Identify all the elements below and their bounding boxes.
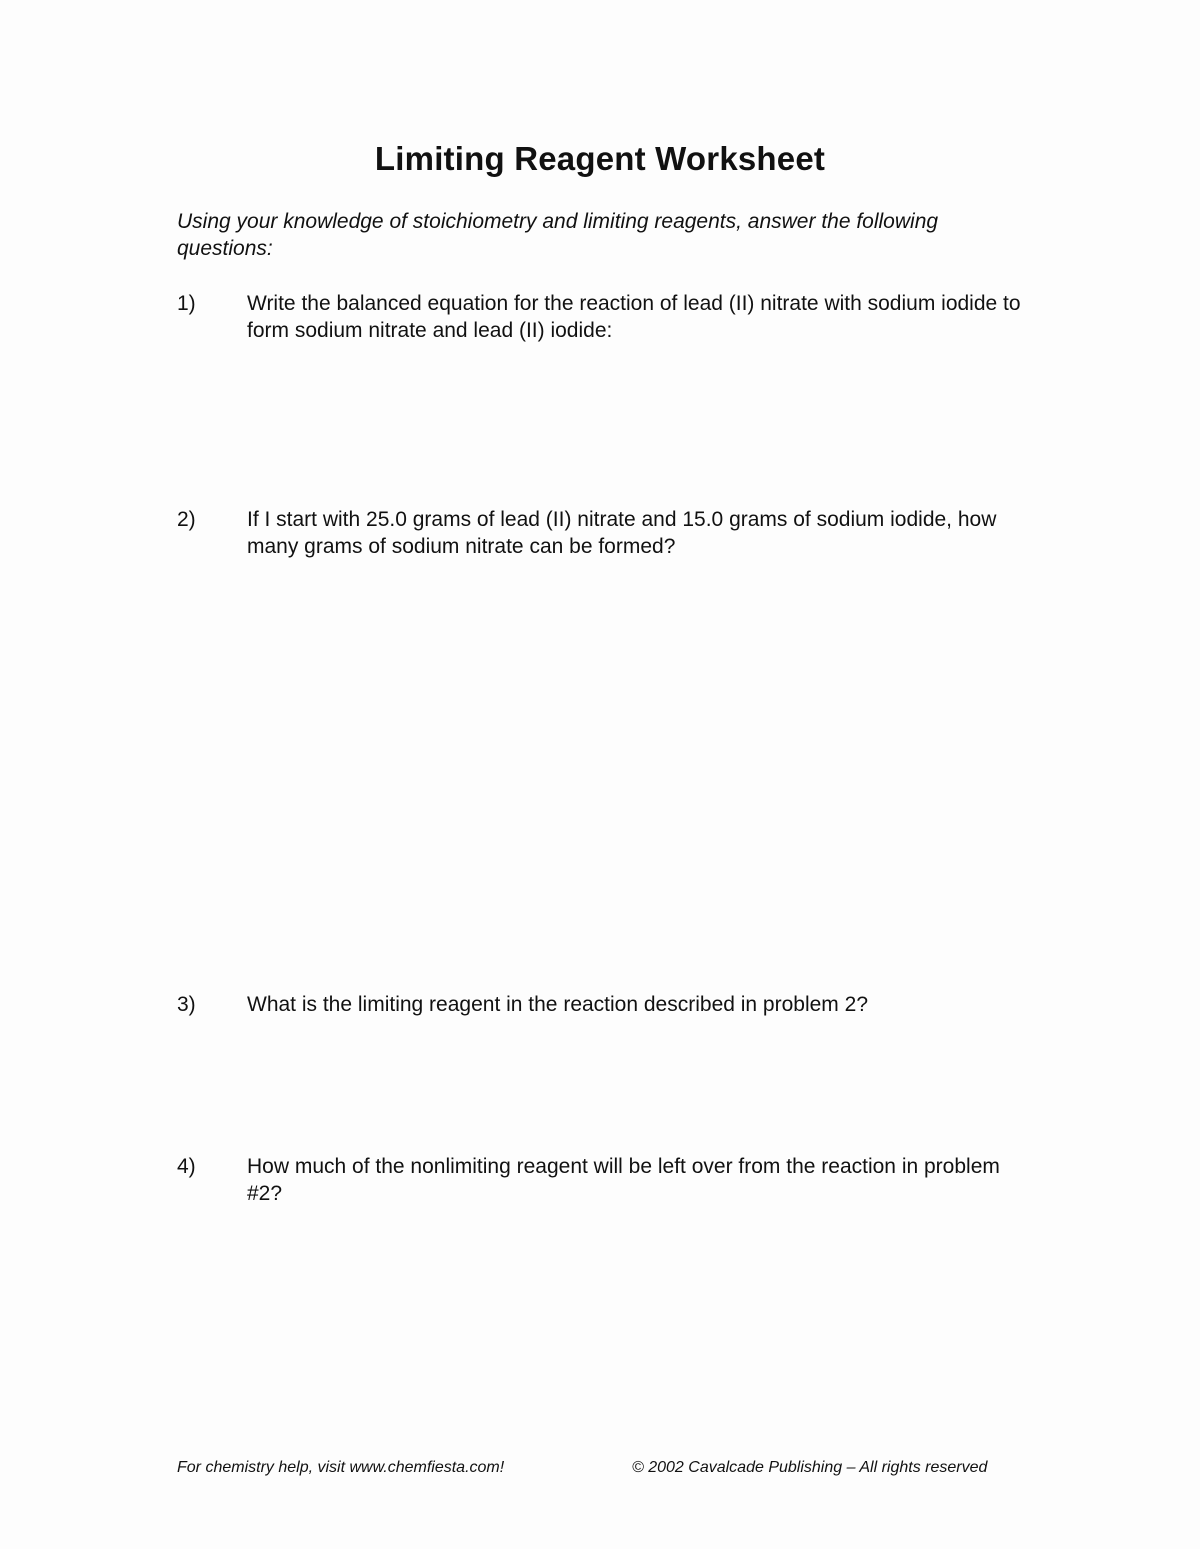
question-text: How much of the nonlimiting reagent will be left over from the reaction in problem #2? <box>247 1155 1000 1205</box>
page-title: Limiting Reagent Worksheet <box>374 140 826 177</box>
question-text: Write the balanced equation for the reaction of lead (II) nitrate with sodium iodide to form sodium nitrate and lead (II) iodide: <box>247 292 1021 342</box>
question-text: If I start with 25.0 grams of lead (II) nitrate and 15.0 grams of sodium iodide, how many grams of sodium nitrate can be formed? <box>247 508 997 558</box>
question-text: What is the limiting reagent in the reaction described in problem 2? <box>247 993 868 1016</box>
question-number: 1) <box>177 292 196 315</box>
question-number: 4) <box>177 1155 196 1178</box>
question-number: 2) <box>177 508 196 531</box>
question-number: 3) <box>177 993 196 1016</box>
footer-copyright: © 2002 Cavalcade Publishing – All rights reserved <box>632 1459 988 1476</box>
footer-help-link-text: For chemistry help, visit www.chemfiesta.com! <box>177 1459 505 1476</box>
instructions-text: Using your knowledge of stoichiometry and limiting reagents, answer the following questions: <box>177 210 939 260</box>
